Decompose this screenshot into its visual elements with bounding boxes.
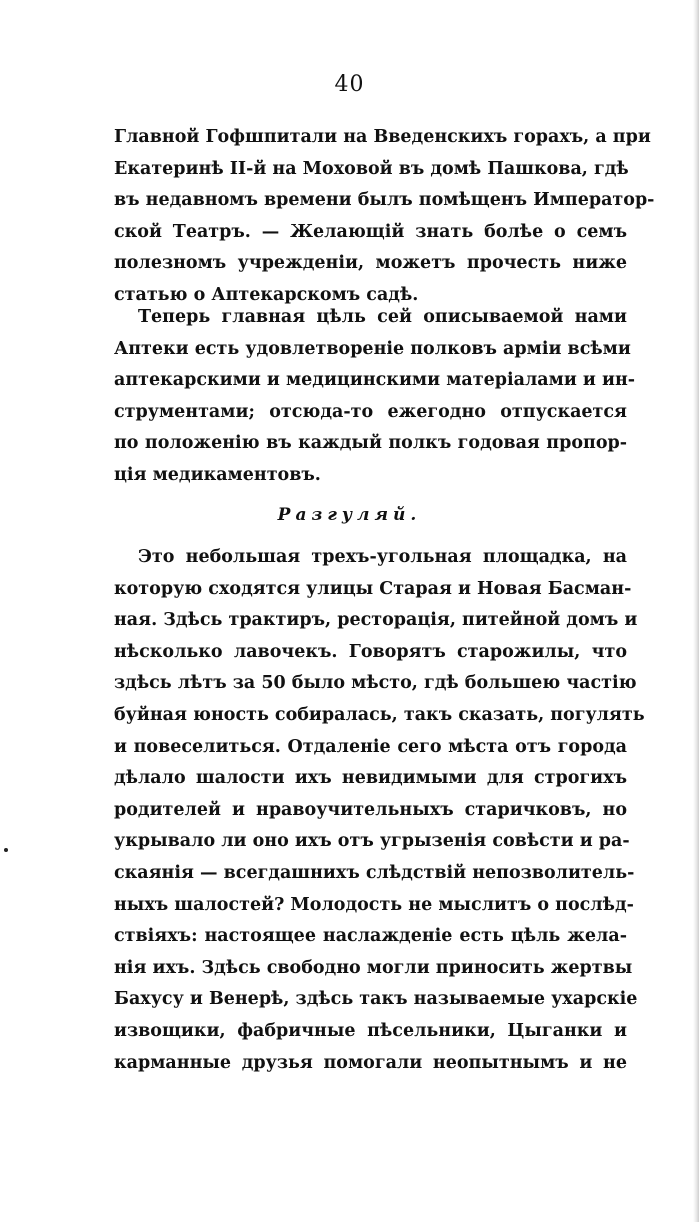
text-line: которую сходятся улицы Старая и Новая Басман-	[114, 578, 632, 599]
text-line: Это небольшая трехъ-угольная площадка, на	[138, 547, 627, 567]
text-line: аптекарскими и медицинскими матеріалами и ин-	[114, 370, 636, 391]
text-line: родителей и нравоучительныхъ старичковъ, но	[114, 799, 627, 820]
text-line: ствіяхъ: настоящее наслажденіе есть цѣль жела-	[114, 926, 627, 947]
text-line: ской Театръ. — Желающій знать болѣе о семъ	[114, 221, 627, 242]
text-line: Теперь главная цѣль сей описываемой нами	[138, 307, 627, 327]
text-line: и повеселиться. Отдаленіе сего мѣста отъ города	[114, 736, 627, 757]
paragraph-continuation	[114, 122, 655, 312]
text-line: нія ихъ. Здѣсь свободно могли приносить жертвы	[114, 957, 633, 978]
text-line: извощики, фабричные пѣсельники, Цыганки и	[114, 1020, 627, 1041]
paragraph-apteka-purpose	[114, 302, 636, 492]
paragraph-razgulyay	[114, 542, 645, 1079]
text-line: по положенію въ каждый полкъ годовая пропор-	[114, 433, 627, 454]
section-heading: Разгуляй.	[277, 505, 422, 525]
text-line: карманные друзья помогали неопытнымъ и не	[114, 1052, 627, 1073]
text-line: буйная юность собиралась, такъ сказать, погулять	[114, 704, 645, 725]
text-line: полезномъ учрежденіи, можетъ прочесть ниже	[114, 253, 627, 274]
page-edge-shadow	[693, 0, 699, 1222]
page-number: 40	[334, 72, 365, 97]
text-line: Главной Гофшпитали на Введенскихъ горахъ, а при	[114, 127, 651, 147]
text-line: здѣсь лѣтъ за 50 было мѣсто, гдѣ большею частію	[114, 673, 637, 694]
text-line: Аптеки есть удовлетвореніе полковъ арміи всѣми	[114, 338, 631, 359]
text-line: въ недавномъ времени былъ помѣщенъ Император-	[114, 190, 655, 211]
text-line: статью о Аптекарскомъ садѣ.	[114, 284, 419, 305]
text-line: струментами; отсюда-то ежегодно отпускается	[114, 401, 627, 422]
text-line: нѣсколько лавочекъ. Говорятъ старожилы, что	[114, 641, 627, 662]
ink-speck	[4, 848, 8, 852]
text-line: ныхъ шалостей? Молодость не мыслитъ о послѣд-	[114, 894, 634, 915]
text-line: дѣлало шалости ихъ невидимыми для строгихъ	[114, 768, 627, 789]
text-line: ція медикаментовъ.	[114, 464, 321, 485]
text-line: Екатеринѣ II-й на Моховой въ домѣ Пашкова, гдѣ	[114, 158, 629, 179]
text-line: ная. Здѣсь трактиръ, ресторація, питейной домъ и	[114, 610, 638, 631]
text-line: Бахусу и Венерѣ, здѣсь такъ называемые ухарскіе	[114, 989, 638, 1010]
text-line: укрывало ли оно ихъ отъ угрызенія совѣсти и ра-	[114, 831, 630, 852]
text-line: скаянія — всегдашнихъ слѣдствій непозволитель-	[114, 862, 635, 883]
